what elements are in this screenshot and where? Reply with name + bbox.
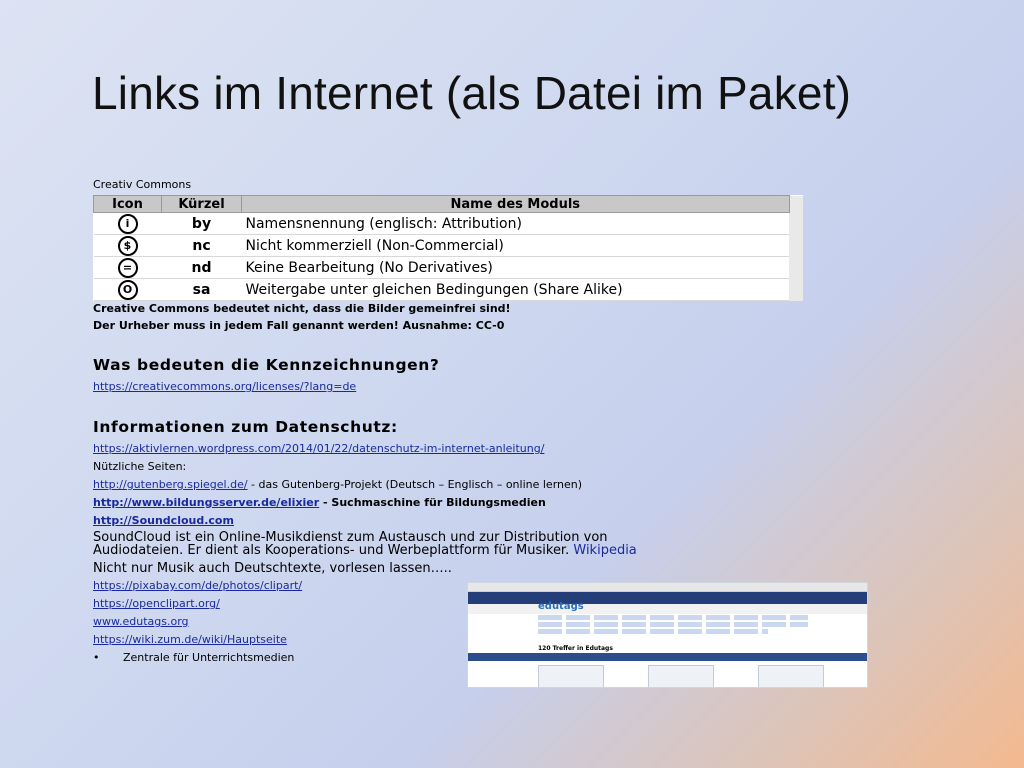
edutags-header-bar <box>468 592 867 604</box>
cc-heading: Creativ Commons <box>93 178 192 191</box>
soundcloud-description-2-line <box>93 543 637 558</box>
edutags-hits: 120 Treffer in Edutags <box>538 645 613 652</box>
slide-title: Links im Internet (als Datei im Paket) <box>92 67 852 119</box>
bildungsserver-line <box>93 496 546 509</box>
table-row <box>94 235 804 257</box>
section-heading-labels: Was bedeuten die Kennzeichnungen? <box>93 356 440 374</box>
link-creativecommons[interactable]: https://creativecommons.org/licenses/?lang=de <box>93 380 357 393</box>
column-header-icon: Icon <box>94 196 162 213</box>
column-header-abbr: Kürzel <box>162 196 242 213</box>
link-bildungsserver[interactable]: http://www.bildungsserver.de/elixier <box>93 496 320 509</box>
cc-module-name: Namensnennung (englisch: Attribution) <box>242 213 790 235</box>
cc-module-name: Weitergabe unter gleichen Bedingungen (Share Alike) <box>242 279 790 301</box>
edutags-nav-bar <box>468 604 867 614</box>
cc-abbr: nd <box>162 257 242 279</box>
edutags-screenshot <box>467 582 868 688</box>
result-card <box>538 665 604 688</box>
edutags-result-band <box>468 653 867 661</box>
no-derivatives-icon: = <box>118 258 138 278</box>
cc-abbr: by <box>162 213 242 235</box>
tag-cloud-row <box>538 615 808 620</box>
cc-module-name: Keine Bearbeitung (No Derivatives) <box>242 257 790 279</box>
link-gutenberg[interactable]: http://gutenberg.spiegel.de/ <box>93 478 248 491</box>
cc-module-name: Nicht kommerziell (Non-Commercial) <box>242 235 790 257</box>
link-wikipedia[interactable]: Wikipedia <box>573 543 637 558</box>
non-commercial-icon: $ <box>118 236 138 256</box>
table-row <box>94 257 804 279</box>
browser-bar <box>468 583 867 592</box>
link-pixabay[interactable]: https://pixabay.com/de/photos/clipart/ <box>93 579 303 592</box>
result-card <box>758 665 824 688</box>
useful-pages-label: Nützliche Seiten: <box>93 460 187 473</box>
link-zum-wiki[interactable]: https://wiki.zum.de/wiki/Hauptseite <box>93 633 287 646</box>
bullet-item <box>93 651 295 664</box>
attribution-icon: i <box>118 214 138 234</box>
table-header-row <box>94 196 804 213</box>
soundcloud-note: Nicht nur Musik auch Deutschtexte, vorlesen lassen….. <box>93 561 452 576</box>
gutenberg-desc: - das Gutenberg-Projekt (Deutsch – Englisch – online lernen) <box>247 478 583 491</box>
bullet-icon: • <box>93 651 100 664</box>
tag-cloud-row <box>538 629 768 634</box>
table-scroll-gutter <box>789 196 803 213</box>
table-row <box>94 213 804 235</box>
section-heading-privacy: Informationen zum Datenschutz: <box>93 418 398 436</box>
link-soundcloud[interactable]: http://Soundcloud.com <box>93 514 234 527</box>
soundcloud-description-2: Audiodateien. Er dient als Kooperations- und Werbeplattform für Musiker. <box>93 543 570 558</box>
gutenberg-line <box>93 478 582 491</box>
cc-note-attribution: Der Urheber muss in jedem Fall genannt werden! Ausnahme: CC-0 <box>93 319 505 332</box>
result-card <box>648 665 714 688</box>
cc-license-table <box>93 195 803 301</box>
bullet-text: Zentrale für Unterrichtsmedien <box>123 651 295 664</box>
bildungsserver-desc: - Suchmaschine für Bildungsmedien <box>319 496 546 509</box>
cc-note-public-domain: Creative Commons bedeutet nicht, dass die Bilder gemeinfrei sind! <box>93 302 511 315</box>
link-edutags[interactable]: www.edutags.org <box>93 615 189 628</box>
table-row <box>94 279 804 301</box>
cc-abbr: sa <box>162 279 242 301</box>
column-header-name: Name des Moduls <box>242 196 790 213</box>
soundcloud-description-1: SoundCloud ist ein Online-Musikdienst zum Austausch und zur Distribution von <box>93 530 608 545</box>
share-alike-icon: O <box>118 280 138 300</box>
cc-abbr: nc <box>162 235 242 257</box>
link-openclipart[interactable]: https://openclipart.org/ <box>93 597 220 610</box>
link-aktivlernen[interactable]: https://aktivlernen.wordpress.com/2014/01/22/datenschutz-im-internet-anleitung/ <box>93 442 545 455</box>
edutags-logo: edutags <box>538 601 584 612</box>
tag-cloud-row <box>538 622 808 627</box>
